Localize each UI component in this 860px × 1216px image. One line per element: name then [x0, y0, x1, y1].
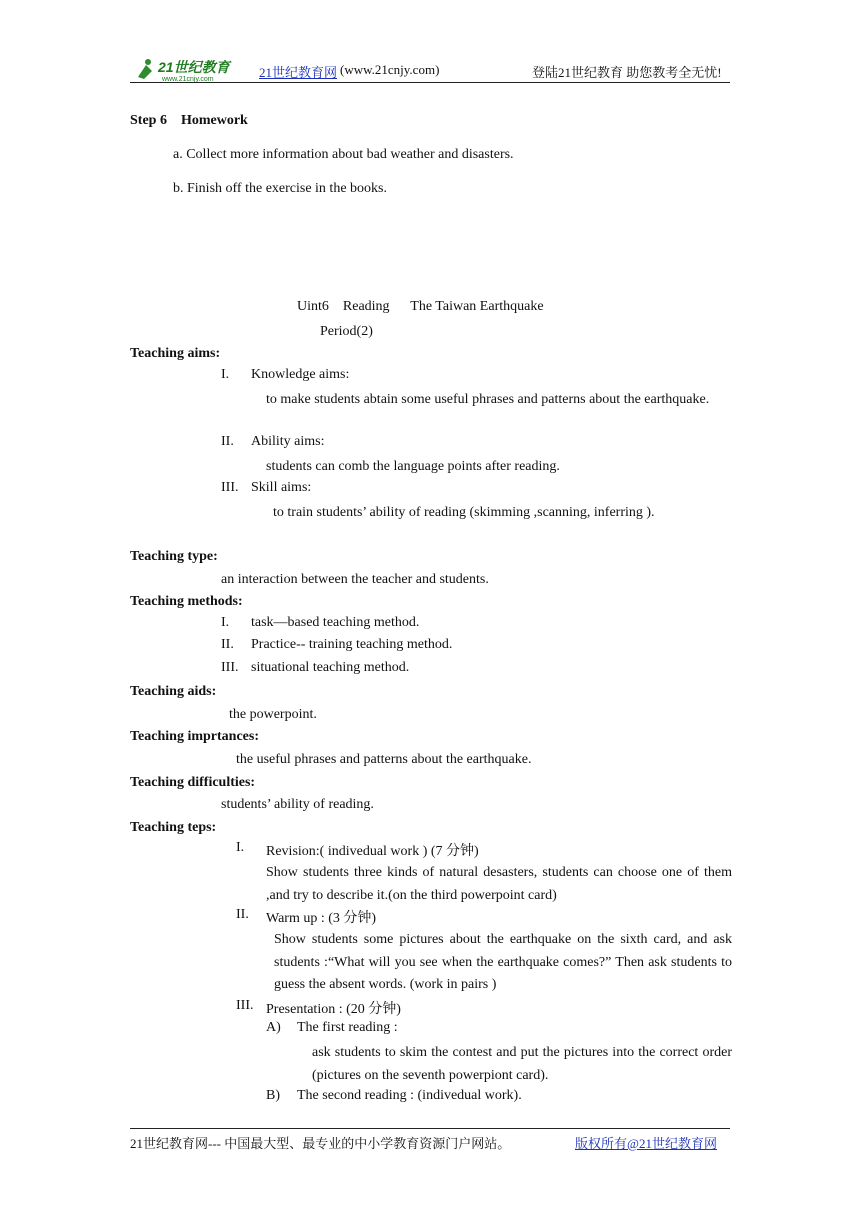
- steps-num-b: B): [266, 1088, 280, 1103]
- steps-first-reading-text: ask students to skim the contest and put the pictures into the correct order (pictures on the seventh powerpiont card).: [312, 1045, 732, 1083]
- teaching-aids-heading: Teaching aids:: [130, 684, 217, 699]
- methods-num-iii: III.: [221, 660, 239, 675]
- header-divider: [130, 82, 730, 83]
- svg-text:21世纪教育: 21世纪教育: [158, 59, 230, 75]
- svg-text:www.21cnjy.com: www.21cnjy.com: [162, 76, 214, 83]
- teaching-importances-text: the useful phrases and patterns about the earthquake.: [236, 752, 532, 767]
- methods-num-ii: II.: [221, 637, 234, 652]
- steps-num-a: A): [266, 1020, 281, 1035]
- teaching-aims-heading: Teaching aims:: [130, 346, 221, 361]
- aims-knowledge-label: Knowledge aims:: [251, 367, 350, 382]
- aims-ability-text: students can comb the language points after reading.: [266, 459, 560, 474]
- aims-ability-label: Ability aims:: [251, 434, 325, 449]
- homework-item-a: a. Collect more information about bad weather and disasters.: [173, 147, 514, 162]
- steps-num-i: I.: [236, 840, 245, 855]
- steps-first-reading-title: The first reading :: [297, 1020, 398, 1035]
- steps-revision-title: Revision:( indivedual work ) (7 分钟): [266, 844, 479, 859]
- aims-num-ii: II.: [221, 434, 234, 449]
- steps-second-reading-title: The second reading : (indivedual work).: [297, 1088, 522, 1103]
- teaching-importances-heading: Teaching imprtances:: [130, 729, 259, 744]
- header-slogan: 登陆21世纪教育 助您教考全无忧!: [532, 65, 722, 80]
- site-link[interactable]: 21世纪教育网: [259, 65, 338, 80]
- teaching-aids-text: the powerpoint.: [229, 707, 317, 722]
- site-logo-icon: [132, 57, 242, 83]
- aims-skill-text: to train students’ ability of reading (skimming ,scanning, inferring ).: [273, 505, 655, 520]
- aims-num-iii: III.: [221, 480, 239, 495]
- steps-warmup-text: Show students some pictures about the earthquake on the sixth card, and ask students :“What will you see when the earthquake comes?” Then ask students to guess the absent words. (work in pairs ): [274, 932, 732, 992]
- teaching-difficulties-heading: Teaching difficulties:: [130, 775, 256, 790]
- steps-warmup-title: Warm up : (3 分钟): [266, 911, 377, 926]
- methods-item-ii: Practice-- training teaching method.: [251, 637, 453, 652]
- teaching-methods-heading: Teaching methods:: [130, 594, 243, 609]
- steps-num-ii: II.: [236, 907, 249, 922]
- steps-presentation-title: Presentation : (20 分钟): [266, 1002, 401, 1017]
- teaching-type-heading: Teaching type:: [130, 549, 218, 564]
- aims-num-i: I.: [221, 367, 230, 382]
- lesson-period: Period(2): [320, 324, 373, 339]
- footer-left-text: 21世纪教育网--- 中国最大型、最专业的中小学教育资源门户网站。: [130, 1136, 511, 1151]
- footer-divider: [130, 1128, 730, 1129]
- teaching-difficulties-text: students’ ability of reading.: [221, 797, 374, 812]
- aims-skill-label: Skill aims:: [251, 480, 312, 495]
- site-url-text: (www.21cnjy.com): [340, 62, 440, 77]
- homework-item-b: b. Finish off the exercise in the books.: [173, 181, 387, 196]
- footer-copyright-link[interactable]: 版权所有@21世纪教育网: [575, 1136, 717, 1151]
- homework-title: Step 6 Homework: [130, 113, 248, 128]
- lesson-title: Uint6 Reading The Taiwan Earthquake: [297, 299, 544, 314]
- aims-knowledge-text: to make students abtain some useful phrases and patterns about the earthquake.: [266, 392, 710, 407]
- methods-num-i: I.: [221, 615, 230, 630]
- teaching-steps-heading: Teaching teps:: [130, 820, 217, 835]
- steps-revision-text: Show students three kinds of natural desasters, students can choose one of them ,and try to describe it.(on the third powerpoint card): [266, 865, 732, 903]
- methods-item-iii: situational teaching method.: [251, 660, 410, 675]
- methods-item-i: task—based teaching method.: [251, 615, 420, 630]
- teaching-type-text: an interaction between the teacher and students.: [221, 572, 489, 587]
- steps-num-iii: III.: [236, 998, 254, 1013]
